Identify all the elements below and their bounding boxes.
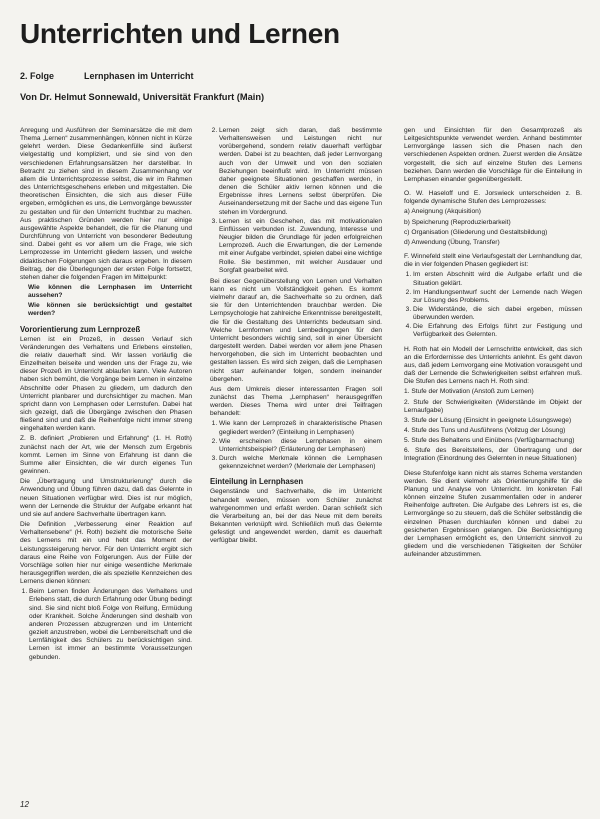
question: Wie können die Lernphasen im Unterricht aussehen?: [28, 283, 192, 300]
list-item: 2. Stufe der Schwierigkeiten (Widerstände im Objekt der Lernaufgabe): [404, 398, 582, 414]
list-item: 1. Beim Lernen finden Änderungen des Verhaltens und Erlebens statt, die durch Erfahrung oder Übung bedingt sind. Sie sind nicht bloß Folge von Reifung, Ermüdung oder Krankheit. Solche Änderungen sind deshalb von anderen Prozessen abzugrenzen und im Unterricht gezielt anzustreben, wobei die Lernbereitschaft und die Lernfähigkeit des Schülers zu berücksichtigen sind. Lernen ist immer an bestimmte Voraussetzungen gebunden.: [29, 588, 192, 661]
list-item: a) Aneignung (Akquisition): [404, 208, 481, 216]
list-item: c) Organisation (Gliederung und Gestaltsbildung): [404, 228, 548, 236]
question-list: [210, 420, 382, 471]
question: Wie können sie berücksichtigt und gestaltet werden?: [28, 302, 192, 318]
list-item: 5. Stufe des Behaltens und Einübens (Verfügbarmachung): [404, 437, 575, 445]
text-column-1: [20, 127, 192, 665]
text-column-3: [404, 127, 582, 561]
paragraph: Die Definition „Verbesserung einer Reaktion auf Verhaltensebene“ (H. Roth) bezieht die motorische Seite des Lernens mit ein und hebt das Moment der Leistungssteigerung hervor. Für den Unterricht ergibt sich daraus eine Reihe von Folgerungen. Aus der Fülle der Vorschläge sollen hier nur einige wesentliche Merkmale herausgegriffen werden, die als spezielle Kennzeichen des Lernens dienen können:: [20, 521, 192, 586]
list-item: 4. Die Erfahrung des Erfolgs führt zur Festigung und Verfügbarkeit des Gelernten.: [413, 323, 582, 339]
list-item: 3. Lernen ist ein Geschehen, das mit motivationalen Einflüssen verbunden ist. Zuwendung, Interesse und Neugier bilden die Grundlage für jeden erfolgreichen Lernprozeß. Auch die Erwartungen, die der Lernende mit einer Aufgabe verbindet, spielen dabei eine wichtige Rolle. Sie bestimmen, mit welcher Ausdauer und Sorgfalt gearbeitet wird.: [219, 218, 382, 275]
list-item: 3. Durch welche Merkmale können die Lernphasen gekennzeichnet werden? (Merkmale der Lernphasen): [219, 455, 382, 471]
section-heading: Vororientierung zum Lernprozeß: [20, 324, 141, 334]
list-item: 2. Lernen zeigt sich daran, daß bestimmte Verhaltensweisen und Leistungen nicht nur vorübergehend, sondern relativ dauerhaft verfügbar werden. Dabei ist zu beachten, daß jeder Lernvorgang auch von der Umwelt und von den sozialen Beziehungen beeinflußt wird. Im Unterricht müssen daher geeignete Situationen geschaffen werden, in denen die Schüler aktiv lernen können und die Ergebnisse ihres Lernens selbst überprüfen. Die Auseinandersetzung mit der Sache und das eigene Tun stehen im Vordergrund.: [219, 127, 382, 217]
paragraph: gen und Einsichten für den Gesamtprozeß als Leitgesichtspunkte verwendet werden. Anhand bestimmter Lernvorgänge lassen sich die Phasen nach den verschiedenen Aspekten ordnen. Zuerst werden die Ansätze vorgestellt, die sich auf einzelne Stufen des Lernens beziehen. Dann werden die Vorschläge für die Einteilung in Lernphasen einander gegenübergestellt.: [404, 127, 582, 183]
section-heading: Einteilung in Lernphasen: [210, 477, 304, 487]
list-item: 3. Die Widerstände, die sich dabei ergeben, müssen überwunden werden.: [413, 306, 582, 322]
author-line: Von Dr. Helmut Sonnewald, Universität Frankfurt (Main): [20, 92, 265, 102]
stage-list-3: [404, 388, 582, 463]
paragraph: O. W. Haseloff und E. Jorswieck unterscheiden z. B. folgende dynamische Stufen des Lernprozesses:: [404, 190, 582, 206]
paragraph: Bei dieser Gegenüberstellung von Lernen und Verhalten kann es nicht um Vollständigkeit gehen. Es kommt vielmehr darauf an, die Sachverhalte so zu ordnen, daß sie für den Unterrichtenden brauchbar werden. Die Lernpsychologie hat zahlreiche Erkenntnisse bereitgestellt, die für die Gestaltung des Unterrichts bedeutsam sind. Welche Lernformen und Lernbedingungen für den Unterricht besonders wichtig sind, soll in einer Übersicht dargestellt werden. Dabei werden vor allem jene Phasen hervorgehoben, die sich im Unterricht beobachten und gestalten lassen. Es wird sich zeigen, daß die Lernphasen nicht starr aufeinander folgen, sondern ineinander übergehen.: [210, 277, 382, 383]
stage-list-1: [404, 208, 582, 247]
paragraph: Die „Übertragung und Umstrukturierung“ durch die Anwendung und Übung führen dazu, daß das Gelernte in neuen Situationen verfügbar wird. Dies ist nur möglich, wenn der Lernende die Struktur der Aufgabe erkannt hat und sie auf andere Sachverhalte übertragen kann.: [20, 478, 192, 518]
list-item: 6. Stufe des Bereitstellens, der Übertragung und der Integration (Einordnung des Gelernten in neue Situationen): [404, 447, 582, 463]
list-item: 1. Im ersten Abschnitt wird die Aufgabe erfaßt und die Situation geklärt.: [413, 271, 582, 287]
list-item: 2. Im Handlungsentwurf sucht der Lernende nach Wegen zur Lösung des Problems.: [413, 289, 582, 305]
list-item: 3. Stufe der Lösung (Einsicht in geeignete Lösungswege): [404, 416, 572, 424]
series-line: [20, 71, 194, 81]
paragraph: Lernen ist ein Prozeß, in dessen Verlauf sich Veränderungen des Verhaltens und Erlebens einstellen, die relativ dauerhaft sind. Wir lassen vorläufig die Einzelheiten beiseite und wenden uns der Frage zu, wie dieser Prozeß im Unterricht ablaufen kann. Viele Autoren haben sich bemüht, die Vorgänge beim Lernen in einzelne Abschnitte oder Phasen zu gliedern, um dadurch den Unterricht planbarer und durchsichtiger zu machen. Man spricht dann von Lernphasen oder Lernstufen. Dabei hat sich gezeigt, daß die Übergänge zwischen den Phasen fließend sind und daß die Reihenfolge nicht immer streng eingehalten werden kann.: [20, 335, 192, 433]
page-number: 12: [20, 800, 29, 809]
feature-list-cont: [210, 127, 382, 275]
paragraph: Diese Stufenfolge kann nicht als starres Schema verstanden werden. Sie dient vielmehr als Orientierungshilfe für die Planung und Analyse von Unterricht. Im konkreten Fall können einzelne Stufen zusammenfallen oder in anderer Reihenfolge auftreten. Die Aufgabe des Lehrers ist es, die Lernvorgänge so zu steuern, daß die Schüler selbständig die einzelnen Phasen durchlaufen können und dabei zu gesicherten Ergebnissen gelangen. Die Berücksichtigung der Lernphasen ermöglicht es, den Unterricht sinnvoll zu gliedern und die verschiedenen Tätigkeiten der Schüler aufeinander abzustimmen.: [404, 469, 582, 559]
text-column-2: [210, 127, 382, 548]
page-title: Unterrichten und Lernen: [20, 18, 340, 49]
paragraph: H. Roth hat ein Modell der Lernschritte entwickelt, das sich an die Erfordernisse des Unterrichts anlehnt. Es geht davon aus, daß jedem Lernvorgang eine Motivation vorausgeht und daß der Lernende die Schwierigkeiten selbst erfahren muß. Die Stufen des Lernens nach H. Roth sind:: [404, 345, 582, 386]
feature-list: [20, 588, 192, 661]
list-item: 2. Wie erscheinen diese Lernphasen in einem Unterrichtsbeispiel? (Erläuterung der Lernphasen): [219, 438, 382, 454]
list-item: 1. Stufe der Motivation (Anstoß zum Lernen): [404, 388, 534, 396]
stage-list-2: [404, 271, 582, 339]
paragraph: Gegenstände und Sachverhalte, die im Unterricht behandelt werden, müssen vom Schüler zunächst wahrgenommen und erfaßt werden. Daran schließt sich die Verarbeitung an, bei der das Neue mit dem bereits Bekannten verknüpft wird. Schließlich muß das Gelernte gefestigt und angewendet werden, damit es dauerhaft verfügbar bleibt.: [210, 488, 382, 545]
paragraph: Aus dem Umkreis dieser interessanten Fragen soll zunächst das Thema „Lernphasen“ herausgegriffen werden. Dieses Thema wird unter drei Teilfragen behandelt:: [210, 385, 382, 418]
list-item: b) Speicherung (Reproduzierbarkeit): [404, 218, 511, 226]
paragraph: F. Winnefeld stellt eine Verlaufsgestalt der Lernhandlung dar, die in vier folgenden Phasen gegliedert ist:: [404, 253, 582, 269]
list-item: 4. Stufe des Tuns und Ausführens (Vollzug der Lösung): [404, 427, 566, 434]
series-subtitle: Lernphasen im Unterricht: [84, 71, 194, 81]
intro-paragraph: Anregung und Ausführen der Seminarsätze die mit dem Thema „Lernen“ zusammenhängen, können nicht in Kürze gelehrt werden. Diese Gedankenfülle sind äußerst vielgestaltig und kompliziert, und sie sind von den verschiedenen Erfahrungsansätzen her darstellbar. In Betracht zu ziehen sind in diesem Zusammenhang vor allem die Unterrichtsprozesse selbst, die wir im Rahmen des Unterrichtsgeschehens erleben und mitgestalten. Die theoretischen Einsichten, die sich aus dieser Fülle ergeben, ermöglichen es uns, die Lernvorgänge bewusster zu gestalten und für den Unterricht fruchtbar zu machen. Aus praktischen Gründen werden hier nur einige ausgewählte Aspekte behandelt, die für die Planung und Durchführung von Unterricht von besonderer Bedeutung sind. Dabei geht es vor allem um die Frage, wie sich Lernprozesse im Unterricht gliedern lassen, und welche didaktischen Folgerungen sich daraus ergeben. In diesem Beitrag, der die Überlegungen der ersten Folge fortsetzt, stehen daher die folgenden Fragen im Mittelpunkt:: [20, 127, 192, 281]
list-item: 1. Wie kann der Lernprozeß in charakteristische Phasen gegliedert werden? (Einteilung in Lernphasen): [219, 420, 382, 436]
list-item: d) Anwendung (Übung, Transfer): [404, 238, 500, 246]
series-label: 2. Folge: [20, 71, 55, 81]
paragraph: Z. B. definiert „Probieren und Erfahrung“ (1. H. Roth) zunächst nach der Art, wie der Mensch zum Ergebnis kommt. Lernen im Sinne von Erfahrung ist dann die Summe aller Einsichten, die wir durch eigenes Tun gewinnen.: [20, 435, 192, 476]
